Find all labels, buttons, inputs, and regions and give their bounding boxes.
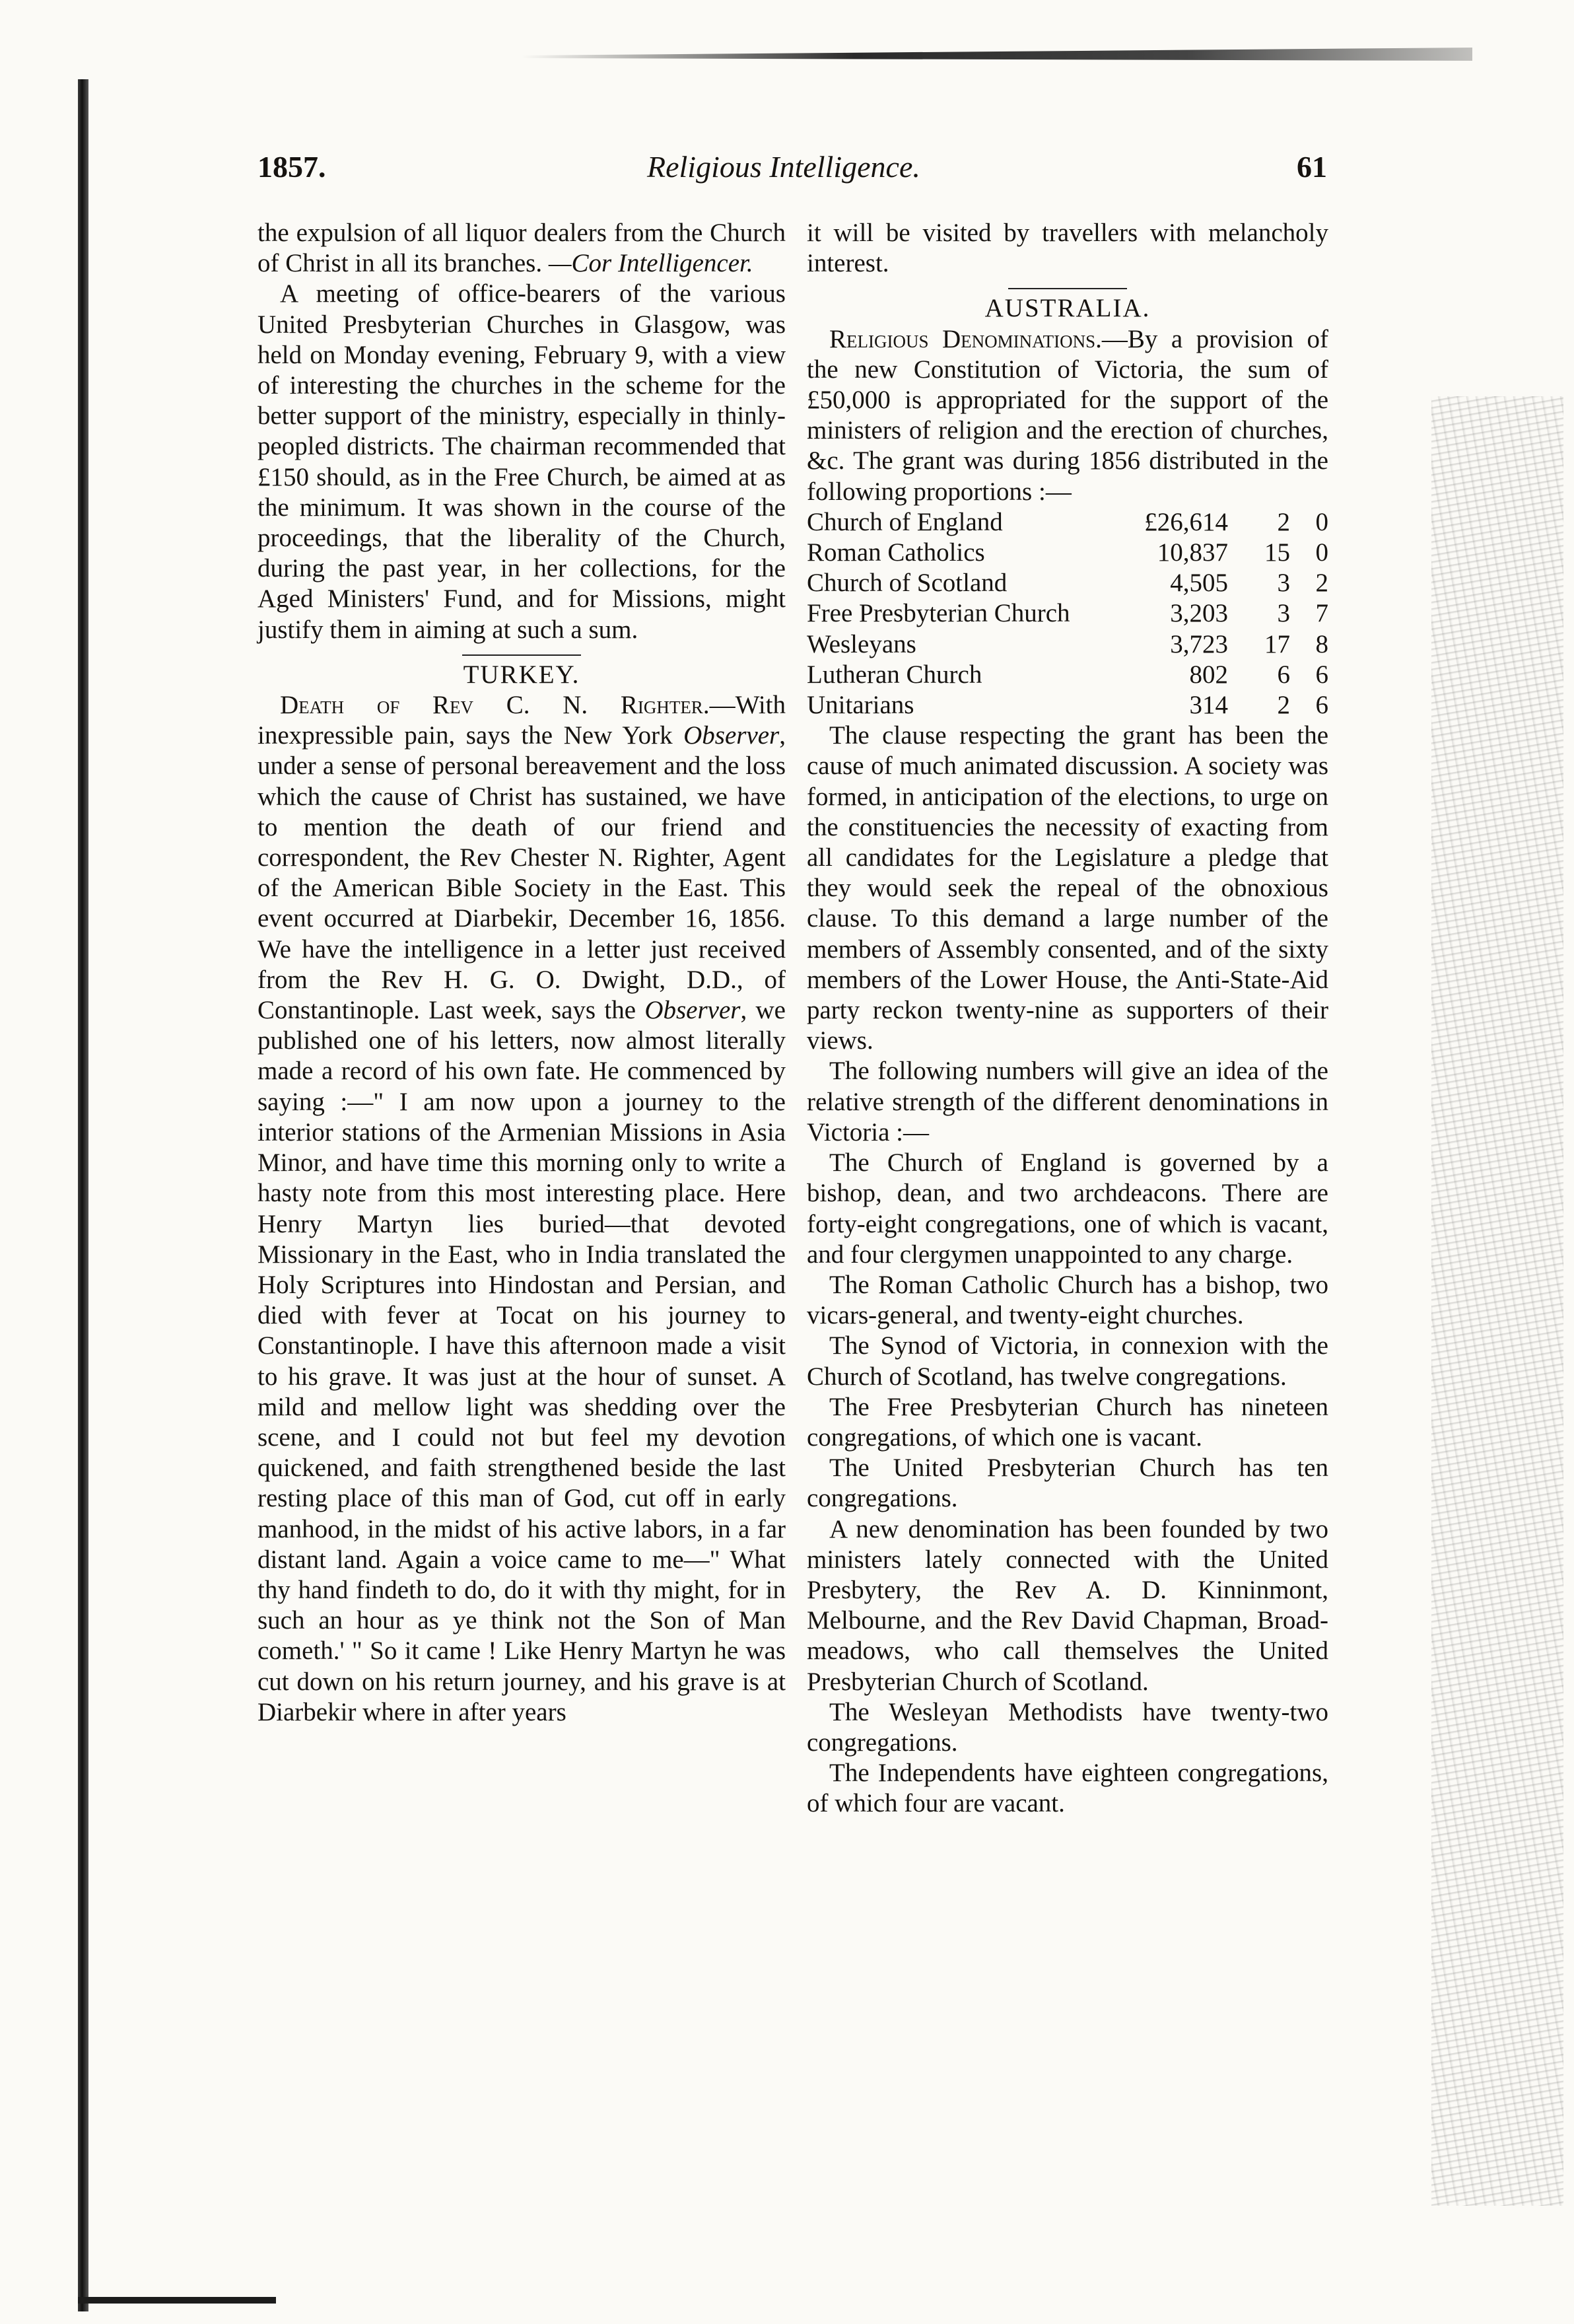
table-cell-pounds: 3,723 <box>1170 629 1228 658</box>
table-cell-pounds: 802 <box>1189 660 1228 689</box>
table-cell-pounds: 4,505 <box>1170 569 1228 598</box>
table-cell-name: Church of Scotland <box>807 569 1008 598</box>
table-cell-pounds: 10,837 <box>1157 538 1228 567</box>
paragraph-denominations: Religious Denominations.—By a provision of the new Constitution of Victoria, the sum of £50,000 is appropriated for the support of the ministers of religion and the erection of churches, &c. The grant was during 1856 distributed in the following proportions :— <box>807 324 1328 506</box>
section-heading-turkey: TURKEY. <box>463 660 580 689</box>
paragraph-death-righter: Death of Rev C. N. Righter.—With inexpressible pain, says the New York Observer, under a sense of personal bereavement and the loss which the cause of Christ has sustained, we have to mention the death of our friend and correspondent, the Rev Chester N. Righter, Agent of the American Bible Society in the East. This event occurred at Diarbekir, December 16, 1856. We have the intelligence in a letter just received from the Rev H. G. O. Dwight, D.D., of Constantinople. Last week, says the Observer, we published one of his letters, now almost literally made a record of his own fate. He commenced by saying :—" I am now upon a journey to the interior stations of the Armenian Missions in Asia Minor, and have time this morning only to write a hasty note from this most interesting place. Here Henry Martyn lies buried—that devoted Missionary in the East, who in India translated the Holy Scriptures into Hindostan and Persian, and died with fever at Tocat on his journey to Constantinople. I have this afternoon made a visit to his grave. It was just at the hour of sunset. A mild and mellow light was shedding over the scene, and I could not but feel my devotion quickened, and faith strengthened beside the last resting place of this man of God, cut off in early manhood, in the midst of his active labors, in a far distant land. Again a voice came to me—" What thy hand findeth to do, do it with thy might, for in such an hour as ye think not the Son of Man cometh.' " So it came ! Like Henry Martyn he was cut down on his return journey, and his grave is at Diarbekir where in after years <box>257 691 786 1726</box>
table-cell-pounds: 3,203 <box>1170 599 1228 628</box>
left-column <box>257 218 786 1728</box>
table-cell-s: 17 <box>1264 629 1290 658</box>
table-cell-d: 0 <box>1315 507 1328 536</box>
table-cell-s: 2 <box>1277 691 1290 720</box>
table-cell-d: 8 <box>1315 629 1328 658</box>
header-year: 1857. <box>257 150 326 184</box>
table-cell-d: 7 <box>1315 599 1328 628</box>
paragraph-roman-catholic: The Roman Catholic Church has a bishop, two vicars-general, and twenty-eight churches. <box>807 1270 1328 1330</box>
binding-edge <box>78 79 88 2311</box>
paragraph-clause: The clause respecting the grant has been the cause of much animated discussion. A society was formed, in anticipation of the elections, to urge on the constituencies the necessity of exacting from all candidates for the Legislature a pledge that they would seek the repeal of the obnoxious clause. To this demand a large number of the members of Assembly consented, and of the sixty members of the Lower House, the Anti-State-Aid party reckon twenty-nine as supporters of their views. <box>807 721 1328 1055</box>
paragraph-united-presbyterian: The United Presbyterian Church has ten congregations. <box>807 1454 1328 1513</box>
table-row <box>807 568 1328 598</box>
paragraph-new-denomination: A new denomination has been founded by two ministers lately connected with the United Presbytery, the Rev A. D. Kinninmont, Melbourne, and the Rev David Chapman, Broad-meadows, who call themselves the United Presbyterian Church of Scotland. <box>807 1514 1328 1696</box>
table-cell-d: 6 <box>1315 691 1328 720</box>
paragraph-continued: it will be visited by travellers with melancholy interest. <box>807 219 1328 278</box>
paragraph-numbers: The following numbers will give an idea of the relative strength of the different denominations in Victoria :— <box>807 1057 1328 1146</box>
table-row <box>807 598 1328 629</box>
table-cell-d: 6 <box>1315 660 1328 689</box>
table-row <box>807 507 1328 538</box>
table-cell-s: 3 <box>1277 599 1290 628</box>
section-heading-australia: AUSTRALIA. <box>984 294 1151 323</box>
table-cell-s: 6 <box>1277 660 1290 689</box>
table-row <box>807 629 1328 660</box>
source-citation: —Cor Intelligencer. <box>548 249 753 278</box>
header-running-title: Religious Intelligence. <box>647 150 920 184</box>
table-cell-name: Church of England <box>807 507 1003 536</box>
table-cell-name: Lutheran Church <box>807 660 982 689</box>
paragraph-synod: The Synod of Victoria, in connexion with the Church of Scotland, has twelve congregations. <box>807 1331 1328 1391</box>
header-page-number: 61 <box>1297 150 1327 184</box>
subheading-denominations: Religious Denominations. <box>829 324 1102 353</box>
table-cell-pounds: 314 <box>1189 691 1228 720</box>
table-cell-d: 0 <box>1315 538 1328 567</box>
table-cell-name: Unitarians <box>807 691 914 720</box>
table-row <box>807 538 1328 568</box>
right-page-edge-texture <box>1431 396 1563 2206</box>
binding-foot <box>78 2297 276 2304</box>
table-cell-name: Free Presbyterian Church <box>807 599 1070 628</box>
table-cell-s: 3 <box>1277 569 1290 598</box>
subheading-death-righter: Death of Rev C. N. Righter. <box>280 691 710 720</box>
paragraph-liquor: the expulsion of all liquor dealers from the Church of Christ in all its branches. —Cor Intelligencer. <box>257 219 786 278</box>
table-cell-name: Wesleyans <box>807 629 916 658</box>
table-cell-pounds: £26,614 <box>1144 507 1228 536</box>
paragraph-glasgow-meeting: A meeting of office-bearers of the various United Presbyterian Churches in Glasgow, was held on Monday evening, February 9, with a view of interesting the churches in the scheme for the better support of the ministry, especially in thinly-peopled districts. The chairman recommended that £150 should, as in the Free Church, be aimed at as the minimum. It was shown in the course of the proceedings, that the liberality of the Church, during the past year, in her collections, for the Aged Ministers' Fund, and for Missions, might justify them in aiming at such a sum. <box>257 279 786 644</box>
table-cell-name: Roman Catholics <box>807 538 985 567</box>
paragraph-free-presbyterian: The Free Presbyterian Church has nineteen congregations, of which one is vacant. <box>807 1392 1328 1452</box>
paragraph-church-england: The Church of England is governed by a bishop, dean, and two archdeacons. There are forty-eight congregations, one of which is vacant, and four clergymen unappointed to any charge. <box>807 1148 1328 1269</box>
table-row <box>807 690 1328 721</box>
section-rule <box>1008 288 1127 289</box>
paragraph-wesleyan: The Wesleyan Methodists have twenty-two congregations. <box>807 1697 1328 1757</box>
paragraph-independents: The Independents have eighteen congregations, of which four are vacant. <box>807 1759 1328 1818</box>
running-header <box>257 149 1327 195</box>
grant-table <box>807 507 1328 721</box>
table-cell-s: 2 <box>1277 507 1290 536</box>
section-rule <box>462 654 581 656</box>
table-cell-d: 2 <box>1315 569 1328 598</box>
top-page-edge <box>522 48 1472 61</box>
table-cell-s: 15 <box>1264 538 1290 567</box>
right-column <box>807 218 1328 1819</box>
table-row <box>807 660 1328 690</box>
